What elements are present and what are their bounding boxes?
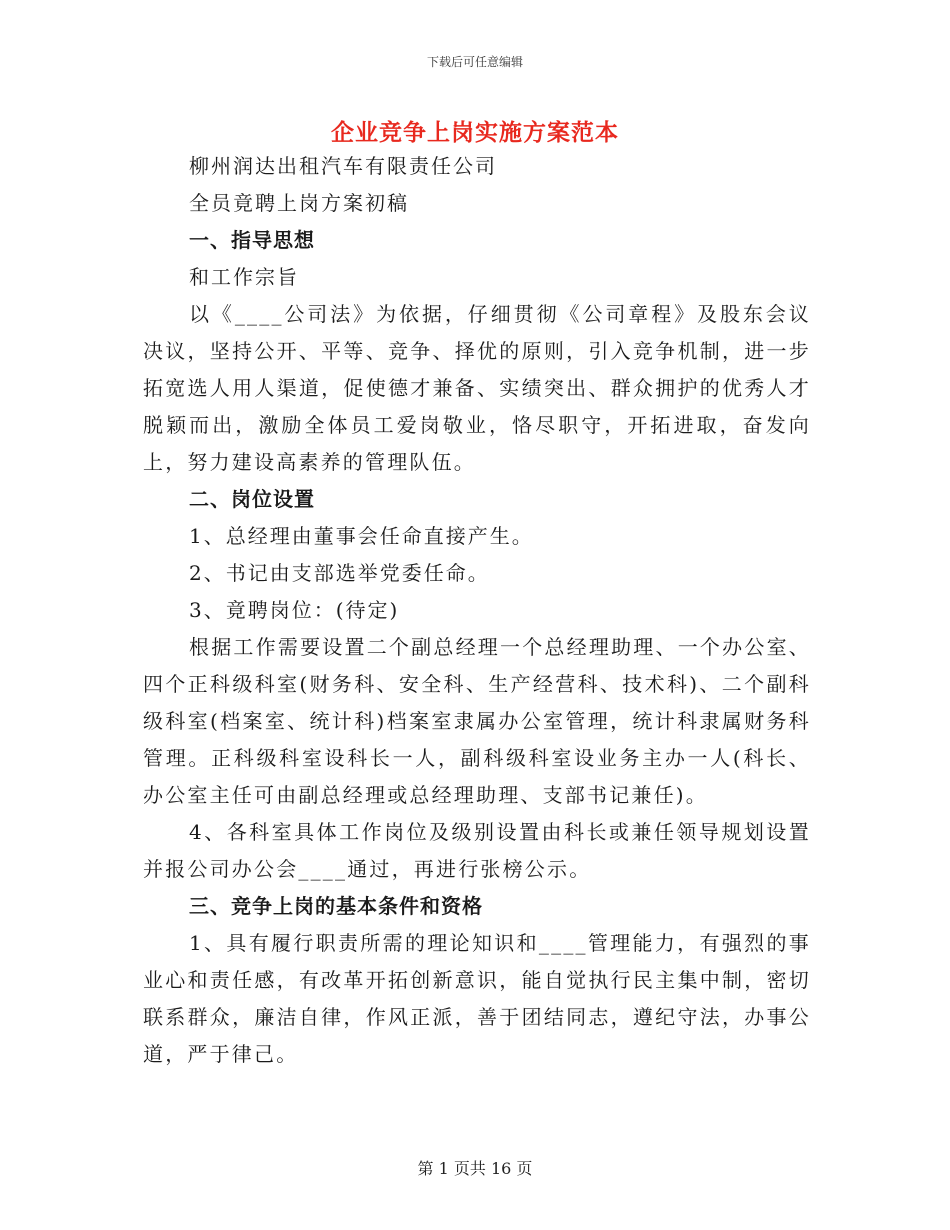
document-body	[143, 148, 811, 1073]
document-title: 企业竞争上岗实施方案范本	[331, 119, 619, 146]
plan-subtitle: 全员竟聘上岗方案初稿	[189, 191, 409, 215]
paragraph-guiding-principle: 以《____公司法》为依据，仔细贯彻《公司章程》及股东会议决议，坚持公开、平等、竞争、择优的原则，引入竞争机制，进一步拓宽选人用人渠道，促使德才兼备、实绩突出、群众拥护的优秀人才脱颖而出，激励全体员工爱岗敬业，恪尽职守，开拓进取，奋发向上，努力建设高素养的管理队伍。	[143, 302, 811, 474]
section-heading-1: 一、指导思想	[189, 228, 315, 252]
header-note: 下载后可任意编辑	[426, 55, 523, 69]
paragraph-position-setup: 根据工作需要设置二个副总经理一个总经理助理、一个办公室、四个正科级科室(财务科、安全科、生产经营科、技术科)、二个副科级科室(档案室、统计科)档案室隶属办公室管理，统计科隶属财务科管理。正科级科室设科长一人，副科级科室设业务主办一人(科长、办公室主任可由副总经理或总经理助理、支部书记兼任)。	[143, 635, 811, 807]
company-name: 柳州润达出租汽车有限责任公司	[189, 154, 497, 178]
section-heading-2: 二、岗位设置	[189, 487, 315, 511]
list-item-1: 1、总经理由董事会任命直接产生。	[189, 524, 534, 548]
section-heading-3: 三、竞争上岗的基本条件和资格	[189, 894, 483, 918]
list-item-2: 2、书记由支部选举党委任命。	[189, 561, 490, 585]
page-number-footer: 第 1 页共 16 页	[417, 1159, 533, 1178]
list-item-4: 4、各科室具体工作岗位及级别设置由科长或兼任领导规划设置并报公司办公会____通过，再进行张榜公示。	[143, 820, 811, 881]
section-subheading-1: 和工作宗旨	[189, 265, 299, 289]
paragraph-basic-conditions: 1、具有履行职责所需的理论知识和____管理能力，有强烈的事业心和责任感，有改革开拓创新意识，能自觉执行民主集中制，密切联系群众，廉洁自律，作风正派，善于团结同志，遵纪守法，办事公道，严于律己。	[143, 931, 811, 1066]
list-item-3: 3、竟聘岗位：(待定)	[189, 598, 400, 622]
